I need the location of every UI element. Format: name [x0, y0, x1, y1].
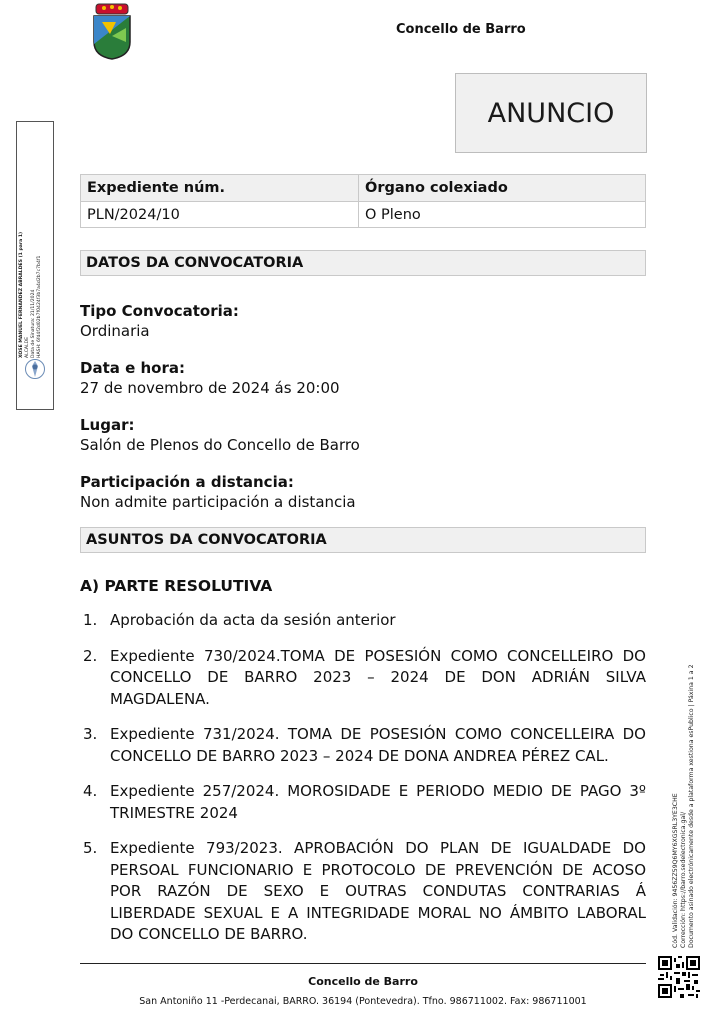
expediente-header: Expediente núm.	[81, 175, 359, 202]
agenda-list	[80, 610, 646, 960]
item-number: 5.	[83, 839, 98, 857]
list-item	[80, 646, 646, 711]
validation-note: Documento asinado electrónicamente desde a plataforma xestiona esPublico | Páxina 1 a 2	[688, 664, 695, 948]
badge-label: ANUNCIO	[487, 97, 615, 129]
list-item	[80, 781, 646, 824]
item-text: Expediente 793/2023. APROBACIÓN DO PLAN DE IGUALDADE DO PERSOAL FUNCIONARIO E PROTOCOLO DE PREVENCIÓN DE ACOSO POR RAZÓN DE SEXO E OUTRAS CONDUTAS CONTRARIAS Á LIBERDADE SEXUAL E A INTEGRIDADE MORAL NO ÁMBITO LABORAL DO CONCELLO DE BARRO.	[110, 839, 646, 943]
item-number: 4.	[83, 782, 98, 800]
footer-divider	[80, 963, 646, 964]
validation-text	[672, 643, 706, 948]
item-text: Expediente 730/2024.TOMA DE POSESIÓN COMO CONCELLEIRO DO CONCELLO DE BARRO 2023 – 2024 DE DON ADRIÁN SILVA MAGDALENA.	[110, 646, 646, 708]
list-item	[80, 838, 646, 946]
footer-organization: Concello de Barro	[308, 975, 418, 988]
table-header-row	[81, 175, 646, 202]
item-text: Expediente 731/2024. TOMA DE POSESIÓN COMO CONCELLEIRA DO CONCELLO DE BARRO 2023 – 2024 DE DONA ANDREA PÉREZ CAL.	[110, 725, 646, 765]
table-row	[81, 202, 646, 228]
item-number: 2.	[83, 646, 98, 665]
parte-resolutiva-title: A) PARTE RESOLUTIVA	[80, 577, 273, 595]
signer-role: ALCALDE	[25, 336, 30, 358]
list-item	[80, 610, 646, 632]
organo-header: Órgano colexiado	[359, 175, 646, 202]
participacion-label: Participación a distancia:	[80, 473, 294, 491]
header-organization: Concello de Barro	[396, 22, 526, 37]
organo-value: O Pleno	[359, 202, 646, 228]
datos-section-title: DATOS DA CONVOCATORIA	[80, 250, 646, 276]
seal-icon	[24, 358, 46, 380]
signature-text	[19, 188, 49, 358]
item-text: Aprobación da acta da sesión anterior	[110, 611, 396, 629]
expediente-table	[80, 174, 646, 228]
signature-strip	[16, 121, 54, 410]
validation-url: Corrección: https://barro.sedelectronica.gal/	[680, 811, 687, 948]
expediente-value: PLN/2024/10	[81, 202, 359, 228]
item-number: 3.	[83, 725, 98, 743]
signer-name: XOSE MANUEL FERNANDEZ ABRALDES (1 para 1)	[19, 231, 24, 358]
participacion-value: Non admite participación a distancia	[80, 493, 356, 511]
tipo-value: Ordinaria	[80, 322, 150, 340]
signature-date: Data de Sinatura: 21/11/2024	[31, 289, 36, 358]
data-label: Data e hora:	[80, 359, 185, 377]
asuntos-section-title: ASUNTOS DA CONVOCATORIA	[80, 527, 646, 553]
data-value: 27 de novembro de 2024 ás 20:00	[80, 379, 340, 397]
item-text: Expediente 257/2024. MOROSIDADE E PERIODO MEDIO DE PAGO 3º TRIMESTRE 2024	[110, 782, 646, 822]
list-item	[80, 724, 646, 767]
document-type-badge	[455, 73, 647, 153]
signature-hash: HASH: 6fd4f2d02b7f0424f3b7a4d2b7c7b4f1	[37, 255, 42, 358]
tipo-label: Tipo Convocatoria:	[80, 302, 239, 320]
item-number: 1.	[83, 611, 98, 629]
footer-address: San Antoniño 11 -Perdecanai, BARRO. 36194 (Pontevedra). Tfno. 986711002. Fax: 986711001	[139, 996, 587, 1007]
lugar-label: Lugar:	[80, 416, 135, 434]
validation-code: Cód. Validación: 9456ZZ59Q6MY6XGSRL3YE3CHE	[672, 793, 679, 948]
lugar-value: Salón de Plenos do Concello de Barro	[80, 436, 360, 454]
coat-of-arms-logo	[90, 2, 134, 60]
